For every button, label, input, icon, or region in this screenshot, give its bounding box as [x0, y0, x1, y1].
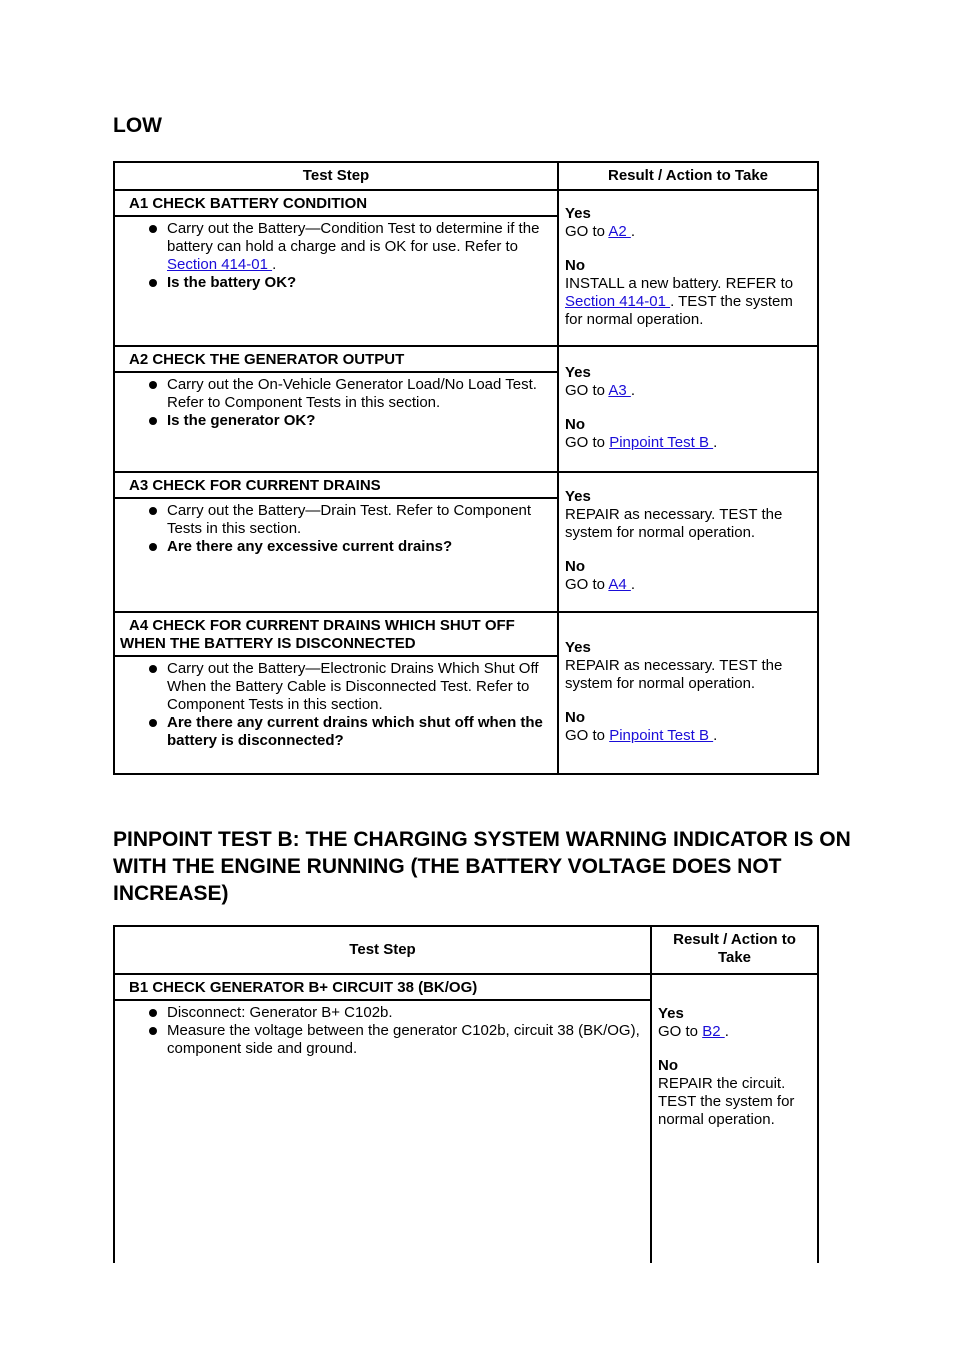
link-b2[interactable]: B2	[702, 1023, 725, 1040]
list-item: Carry out the Battery—Drain Test. Refer to Component Tests in this section.	[149, 502, 551, 538]
step-body-a3	[114, 498, 558, 612]
step-body-a1	[114, 216, 558, 346]
table-header-row	[114, 162, 818, 190]
step-body-b1	[114, 1000, 651, 1263]
yes-label: Yes	[565, 205, 591, 222]
yes-label: Yes	[565, 488, 591, 505]
yes-label: Yes	[565, 639, 591, 656]
result-a3: Yes REPAIR as necessary. TEST the system for normal operation. No GO to A4 .	[558, 472, 818, 612]
no-label: No	[565, 558, 585, 575]
list-item: Carry out the Battery—Electronic Drains Which Shut Off When the Battery Cable is Disconnected Test. Refer to Component Tests in this section.	[149, 660, 551, 714]
result-a2: Yes GO to A3 . No GO to Pinpoint Test B .	[558, 346, 818, 472]
yes-label: Yes	[565, 364, 591, 381]
link-pinpoint-test-b[interactable]: Pinpoint Test B	[609, 434, 714, 451]
link-a2[interactable]: A2	[608, 223, 631, 240]
no-text: INSTALL a new battery. REFER to	[565, 275, 794, 292]
result-b1: Yes GO to B2 . No REPAIR the circuit. TEST the system for normal operation.	[651, 974, 818, 1263]
list-item: Disconnect: Generator B+ C102b.	[149, 1004, 644, 1022]
yes-text: GO to	[565, 382, 609, 399]
list-item: Measure the voltage between the generator C102b, circuit 38 (BK/OG), component side and ground.	[149, 1022, 644, 1058]
no-text: GO to	[565, 576, 609, 593]
yes-text: REPAIR as necessary. TEST the system for normal operation.	[565, 506, 783, 541]
no-label: No	[565, 416, 585, 433]
step-title-a3: A3 CHECK FOR CURRENT DRAINS	[114, 472, 558, 498]
result-a4: Yes REPAIR as necessary. TEST the system for normal operation. No GO to Pinpoint Test B .	[558, 612, 818, 774]
result-a1: Yes GO to A2 . No INSTALL a new battery. REFER to Section 414-01 . TEST the system for normal operation.	[558, 190, 818, 346]
list-item: Carry out the On-Vehicle Generator Load/No Load Test. Refer to Component Tests in this section.	[149, 376, 551, 412]
col-header-test-step: Test Step	[114, 926, 651, 974]
step-title-a2: A2 CHECK THE GENERATOR OUTPUT	[114, 346, 558, 372]
yes-text: GO to	[565, 223, 609, 240]
no-text: REPAIR the circuit. TEST the system for normal operation.	[658, 1075, 795, 1128]
link-a4[interactable]: A4	[608, 576, 631, 593]
no-text: GO to	[565, 727, 610, 744]
col-header-result: Result / Action to Take	[558, 162, 818, 190]
section-heading: LOW	[113, 114, 162, 137]
col-header-result: Result / Action to Take	[651, 926, 818, 974]
step-title-a4: A4 CHECK FOR CURRENT DRAINS WHICH SHUT OFF WHEN THE BATTERY IS DISCONNECTED	[114, 612, 558, 656]
col-header-test-step: Test Step	[114, 162, 558, 190]
table-header-row	[114, 926, 818, 974]
yes-text: GO to	[658, 1023, 703, 1040]
no-label: No	[565, 257, 585, 274]
step-title-b1: B1 CHECK GENERATOR B+ CIRCUIT 38 (BK/OG)	[114, 974, 651, 1000]
table-row	[114, 612, 818, 656]
step-title-a1: A1 CHECK BATTERY CONDITION	[114, 190, 558, 216]
link-section-414-01[interactable]: Section 414-01	[565, 293, 671, 310]
pinpoint-test-heading: PINPOINT TEST B: THE CHARGING SYSTEM WARNING INDICATOR IS ON WITH THE ENGINE RUNNING (THE BATTERY VOLTAGE DOES NOT INCREASE)	[113, 828, 851, 905]
list-item-question: Is the battery OK?	[149, 274, 551, 292]
table-row	[114, 346, 818, 372]
no-text: GO to	[565, 434, 610, 451]
link-pinpoint-test-b[interactable]: Pinpoint Test B	[609, 727, 714, 744]
test-table-b	[113, 925, 819, 1263]
link-section-414-01[interactable]: Section 414-01	[167, 256, 273, 273]
yes-label: Yes	[658, 1005, 684, 1022]
table-row	[114, 472, 818, 498]
step-body-a4	[114, 656, 558, 774]
no-label: No	[658, 1057, 678, 1074]
list-item-question: Are there any current drains which shut off when the battery is disconnected?	[149, 714, 551, 750]
test-table-a	[113, 161, 819, 775]
link-a3[interactable]: A3	[608, 382, 631, 399]
list-item-question: Are there any excessive current drains?	[149, 538, 551, 556]
yes-text: REPAIR as necessary. TEST the system for normal operation.	[565, 657, 783, 692]
no-label: No	[565, 709, 585, 726]
step-body-a2	[114, 372, 558, 472]
list-item-question: Is the generator OK?	[149, 412, 551, 430]
table-row	[114, 974, 818, 1000]
list-item: Carry out the Battery—Condition Test to determine if the battery can hold a charge and is OK for use. Refer to Section 414-01 .	[149, 220, 551, 274]
table-row	[114, 190, 818, 216]
